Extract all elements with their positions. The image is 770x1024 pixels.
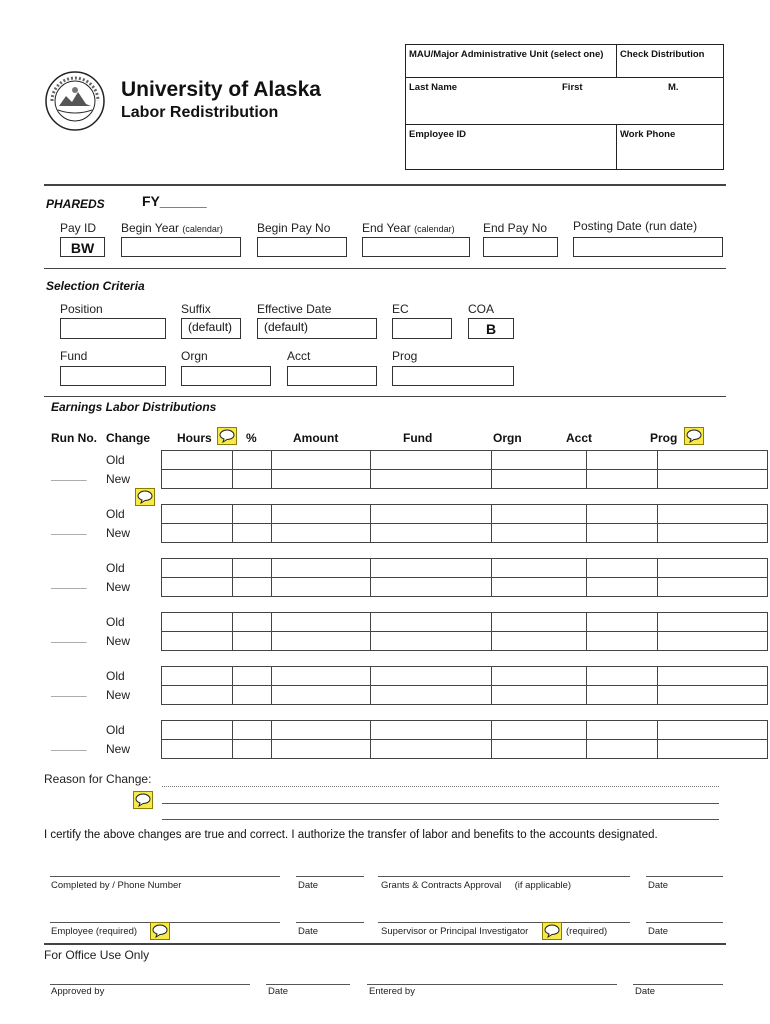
new-acct-cell[interactable]: [587, 740, 658, 759]
new-row-label: New: [106, 742, 131, 756]
mau-label: MAU/Major Administrative Unit (select one): [409, 49, 604, 60]
col-orgn: Orgn: [493, 431, 522, 445]
old-prog-cell[interactable]: [658, 667, 768, 686]
certify-statement: I certify the above changes are true and correct. I authorize the transfer of labor and benefits to the accounts designated.: [44, 829, 658, 841]
old-acct-cell[interactable]: [587, 451, 658, 470]
university-name: University of Alaska: [121, 78, 321, 101]
old-percent-cell[interactable]: [233, 613, 272, 632]
old-row-label: Old: [106, 453, 125, 467]
old-amount-cell[interactable]: [272, 613, 371, 632]
ec-label: EC: [392, 302, 409, 316]
new-row-label: New: [106, 580, 131, 594]
old-prog-cell[interactable]: [658, 505, 768, 524]
date-label: Date: [648, 926, 669, 937]
mau-box[interactable]: [405, 44, 617, 78]
old-percent-cell[interactable]: [233, 505, 272, 524]
col-prog: Prog: [650, 431, 678, 445]
new-orgn-cell[interactable]: [492, 578, 587, 597]
reason-line-1[interactable]: [162, 786, 719, 788]
old-row-label: Old: [106, 615, 125, 629]
old-fund-cell[interactable]: [371, 451, 492, 470]
entered-by-line[interactable]: [367, 984, 617, 985]
distribution-grid: [161, 666, 768, 705]
completed-by-label: Completed by / Phone Number: [51, 880, 182, 891]
old-distribution-row: [162, 613, 768, 632]
old-percent-cell[interactable]: [233, 667, 272, 686]
required-note: (required): [566, 926, 608, 937]
note-comment-icon[interactable]: [150, 922, 170, 940]
grants-approval-label: [381, 880, 571, 891]
new-amount-cell[interactable]: [272, 578, 371, 597]
date-label: Date: [635, 986, 656, 997]
selection-criteria-title: Selection Criteria: [46, 279, 145, 293]
new-orgn-cell[interactable]: [492, 686, 587, 705]
approved-by-label: Approved by: [51, 986, 105, 997]
new-percent-cell[interactable]: [233, 740, 272, 759]
col-change: Change: [106, 431, 151, 445]
end-year-label: [362, 221, 455, 235]
date-line[interactable]: [266, 984, 350, 985]
acct-field[interactable]: [287, 366, 377, 386]
orgn-field[interactable]: [181, 366, 271, 386]
run-no-blank[interactable]: ________: [51, 634, 87, 643]
university-seal: [44, 70, 106, 132]
fund-field[interactable]: [60, 366, 166, 386]
new-hours-cell[interactable]: [162, 578, 233, 597]
old-hours-cell[interactable]: [162, 613, 233, 632]
old-percent-cell[interactable]: [233, 721, 272, 740]
divider: [44, 396, 726, 397]
work-phone-box[interactable]: [616, 124, 724, 170]
old-acct-cell[interactable]: [587, 721, 658, 740]
posting-date-text: Posting Date: [573, 219, 642, 233]
new-row-label: New: [106, 688, 131, 702]
run-no-blank[interactable]: ________: [51, 688, 87, 697]
col-fund: Fund: [403, 431, 433, 445]
run-no-blank[interactable]: ________: [51, 526, 87, 535]
new-orgn-cell[interactable]: [492, 470, 587, 489]
new-hours-cell[interactable]: [162, 740, 233, 759]
new-acct-cell[interactable]: [587, 578, 658, 597]
new-hours-cell[interactable]: [162, 470, 233, 489]
new-prog-cell[interactable]: [658, 578, 768, 597]
coa-field[interactable]: [468, 318, 514, 339]
old-row-label: Old: [106, 561, 125, 575]
employee-id-label: Employee ID: [409, 129, 467, 140]
new-hours-cell[interactable]: [162, 524, 233, 543]
run-no-blank[interactable]: ________: [51, 580, 87, 589]
old-fund-cell[interactable]: [371, 721, 492, 740]
new-prog-cell[interactable]: [658, 686, 768, 705]
old-amount-cell[interactable]: [272, 505, 371, 524]
old-hours-cell[interactable]: [162, 505, 233, 524]
new-distribution-row: [162, 632, 768, 651]
distribution-grid: [161, 720, 768, 759]
old-prog-cell[interactable]: [658, 559, 768, 578]
begin-year-field[interactable]: [121, 237, 241, 257]
posting-date-note: (run date): [645, 219, 698, 233]
pay-id-field[interactable]: [60, 237, 105, 257]
old-row-label: Old: [106, 669, 125, 683]
old-fund-cell[interactable]: [371, 667, 492, 686]
col-percent: %: [246, 431, 257, 445]
begin-year-label: [121, 221, 223, 235]
old-distribution-row: [162, 559, 768, 578]
old-acct-cell[interactable]: [587, 505, 658, 524]
entered-by-label: Entered by: [369, 986, 415, 997]
end-pay-no-field[interactable]: [483, 237, 558, 257]
earnings-title: Earnings Labor Distributions: [51, 400, 217, 414]
note-comment-icon[interactable]: [684, 427, 704, 445]
old-orgn-cell[interactable]: [492, 613, 587, 632]
last-name-label: Last Name: [409, 82, 458, 93]
old-distribution-row: [162, 505, 768, 524]
old-acct-cell[interactable]: [587, 667, 658, 686]
old-fund-cell[interactable]: [371, 505, 492, 524]
divider: [44, 943, 726, 945]
note-comment-icon[interactable]: [217, 427, 237, 445]
old-prog-cell[interactable]: [658, 451, 768, 470]
date-label: Date: [298, 926, 319, 937]
run-no-blank[interactable]: ________: [51, 472, 87, 481]
date-label: Date: [648, 880, 669, 891]
new-orgn-cell[interactable]: [492, 524, 587, 543]
old-orgn-cell[interactable]: [492, 451, 587, 470]
old-fund-cell[interactable]: [371, 559, 492, 578]
divider: [44, 268, 726, 269]
divider: [44, 184, 726, 186]
new-fund-cell[interactable]: [371, 524, 492, 543]
effective-date-value: (default): [264, 320, 309, 334]
new-row-label: New: [106, 472, 131, 486]
prog-label: Prog: [392, 349, 418, 363]
old-hours-cell[interactable]: [162, 667, 233, 686]
old-percent-cell[interactable]: [233, 559, 272, 578]
reason-line-3[interactable]: [162, 819, 719, 820]
grants-approval-text: Grants & Contracts Approval: [381, 880, 502, 891]
new-fund-cell[interactable]: [371, 686, 492, 705]
old-orgn-cell[interactable]: [492, 505, 587, 524]
middle-initial-label: M.: [668, 82, 679, 93]
new-percent-cell[interactable]: [233, 470, 272, 489]
reason-line-2[interactable]: [162, 803, 719, 804]
completed-by-line[interactable]: [50, 876, 280, 877]
grants-approval-line[interactable]: [378, 876, 630, 877]
phareds-title: PHAREDS: [46, 197, 105, 211]
old-fund-cell[interactable]: [371, 613, 492, 632]
new-amount-cell[interactable]: [272, 740, 371, 759]
col-acct: Acct: [566, 431, 593, 445]
note-comment-icon[interactable]: [542, 922, 562, 940]
effective-date-field[interactable]: [257, 318, 377, 339]
old-prog-cell[interactable]: [658, 613, 768, 632]
new-row-label: New: [106, 634, 131, 648]
old-row-label: Old: [106, 507, 125, 521]
reason-label: Reason for Change:: [44, 772, 152, 786]
new-distribution-row: [162, 686, 768, 705]
old-row-label: Old: [106, 723, 125, 737]
new-acct-cell[interactable]: [587, 632, 658, 651]
fund-label: Fund: [60, 349, 88, 363]
effective-date-label: Effective Date: [257, 302, 332, 316]
begin-year-text: Begin Year: [121, 221, 180, 235]
prog-field[interactable]: [392, 366, 514, 386]
new-fund-cell[interactable]: [371, 740, 492, 759]
new-percent-cell[interactable]: [233, 632, 272, 651]
new-amount-cell[interactable]: [272, 524, 371, 543]
new-prog-cell[interactable]: [658, 740, 768, 759]
new-acct-cell[interactable]: [587, 686, 658, 705]
new-percent-cell[interactable]: [233, 578, 272, 597]
new-amount-cell[interactable]: [272, 470, 371, 489]
old-prog-cell[interactable]: [658, 721, 768, 740]
coa-value: B: [485, 321, 497, 337]
new-fund-cell[interactable]: [371, 578, 492, 597]
old-hours-cell[interactable]: [162, 559, 233, 578]
supervisor-signature-line[interactable]: [378, 922, 630, 923]
position-label: Position: [60, 302, 103, 316]
ec-field[interactable]: [392, 318, 452, 339]
name-box[interactable]: [405, 77, 724, 125]
distribution-grid: [161, 504, 768, 543]
new-amount-cell[interactable]: [272, 686, 371, 705]
date-line[interactable]: [646, 922, 723, 923]
date-line[interactable]: [646, 876, 723, 877]
begin-pay-no-field[interactable]: [257, 237, 347, 257]
first-name-label: First: [562, 82, 583, 93]
old-amount-cell[interactable]: [272, 451, 371, 470]
employee-id-box[interactable]: [405, 124, 617, 170]
new-fund-cell[interactable]: [371, 470, 492, 489]
end-year-field[interactable]: [362, 237, 470, 257]
old-percent-cell[interactable]: [233, 451, 272, 470]
old-amount-cell[interactable]: [272, 667, 371, 686]
end-year-note: (calendar): [414, 224, 455, 234]
old-orgn-cell[interactable]: [492, 559, 587, 578]
date-line[interactable]: [296, 876, 364, 877]
distribution-grid: [161, 450, 768, 489]
old-hours-cell[interactable]: [162, 721, 233, 740]
new-prog-cell[interactable]: [658, 524, 768, 543]
new-acct-cell[interactable]: [587, 524, 658, 543]
new-amount-cell[interactable]: [272, 632, 371, 651]
new-percent-cell[interactable]: [233, 686, 272, 705]
new-distribution-row: [162, 740, 768, 759]
end-pay-no-label: End Pay No: [483, 221, 548, 235]
new-percent-cell[interactable]: [233, 524, 272, 543]
approved-by-line[interactable]: [50, 984, 250, 985]
date-label: Date: [298, 880, 319, 891]
suffix-field[interactable]: [181, 318, 241, 339]
new-hours-cell[interactable]: [162, 632, 233, 651]
acct-label: Acct: [287, 349, 311, 363]
new-prog-cell[interactable]: [658, 632, 768, 651]
new-distribution-row: [162, 524, 768, 543]
distribution-grid: [161, 558, 768, 597]
old-acct-cell[interactable]: [587, 559, 658, 578]
supervisor-signature-label: Supervisor or Principal Investigator: [381, 926, 529, 937]
check-distribution-label: Check Distribution: [620, 49, 705, 60]
form-title: Labor Redistribution: [121, 104, 279, 121]
col-run-no: Run No.: [51, 431, 97, 445]
new-orgn-cell[interactable]: [492, 632, 587, 651]
date-line[interactable]: [296, 922, 364, 923]
position-field[interactable]: [60, 318, 166, 339]
old-distribution-row: [162, 451, 768, 470]
old-orgn-cell[interactable]: [492, 667, 587, 686]
old-hours-cell[interactable]: [162, 451, 233, 470]
date-line[interactable]: [633, 984, 723, 985]
begin-pay-no-label: Begin Pay No: [257, 221, 331, 235]
old-distribution-row: [162, 667, 768, 686]
end-year-text: End Year: [362, 221, 411, 235]
new-distribution-row: [162, 578, 768, 597]
new-fund-cell[interactable]: [371, 632, 492, 651]
employee-signature-label: Employee (required): [51, 926, 138, 937]
new-hours-cell[interactable]: [162, 686, 233, 705]
new-prog-cell[interactable]: [658, 470, 768, 489]
col-hours: Hours: [177, 431, 212, 445]
new-orgn-cell[interactable]: [492, 740, 587, 759]
new-row-label: New: [106, 526, 131, 540]
note-comment-icon[interactable]: [133, 791, 153, 809]
col-amount: Amount: [293, 431, 339, 445]
old-amount-cell[interactable]: [272, 721, 371, 740]
note-comment-icon[interactable]: [135, 488, 155, 506]
old-amount-cell[interactable]: [272, 559, 371, 578]
posting-date-field[interactable]: [573, 237, 723, 257]
old-acct-cell[interactable]: [587, 613, 658, 632]
office-use-title: For Office Use Only: [44, 948, 150, 962]
pay-id-value: BW: [70, 240, 95, 256]
new-acct-cell[interactable]: [587, 470, 658, 489]
suffix-value: (default): [188, 320, 233, 334]
begin-year-note: (calendar): [182, 224, 223, 234]
check-distribution-box[interactable]: [616, 44, 724, 78]
run-no-blank[interactable]: ________: [51, 742, 87, 751]
orgn-label: Orgn: [181, 349, 208, 363]
old-orgn-cell[interactable]: [492, 721, 587, 740]
old-distribution-row: [162, 721, 768, 740]
suffix-label: Suffix: [181, 302, 211, 316]
distribution-grid: [161, 612, 768, 651]
pay-id-label: Pay ID: [60, 221, 97, 235]
if-applicable-note: (if applicable): [514, 880, 572, 891]
work-phone-label: Work Phone: [620, 129, 676, 140]
posting-date-label: [573, 219, 697, 233]
coa-label: COA: [468, 302, 495, 316]
new-distribution-row: [162, 470, 768, 489]
date-label: Date: [268, 986, 289, 997]
fy-label: FY______: [142, 193, 207, 209]
